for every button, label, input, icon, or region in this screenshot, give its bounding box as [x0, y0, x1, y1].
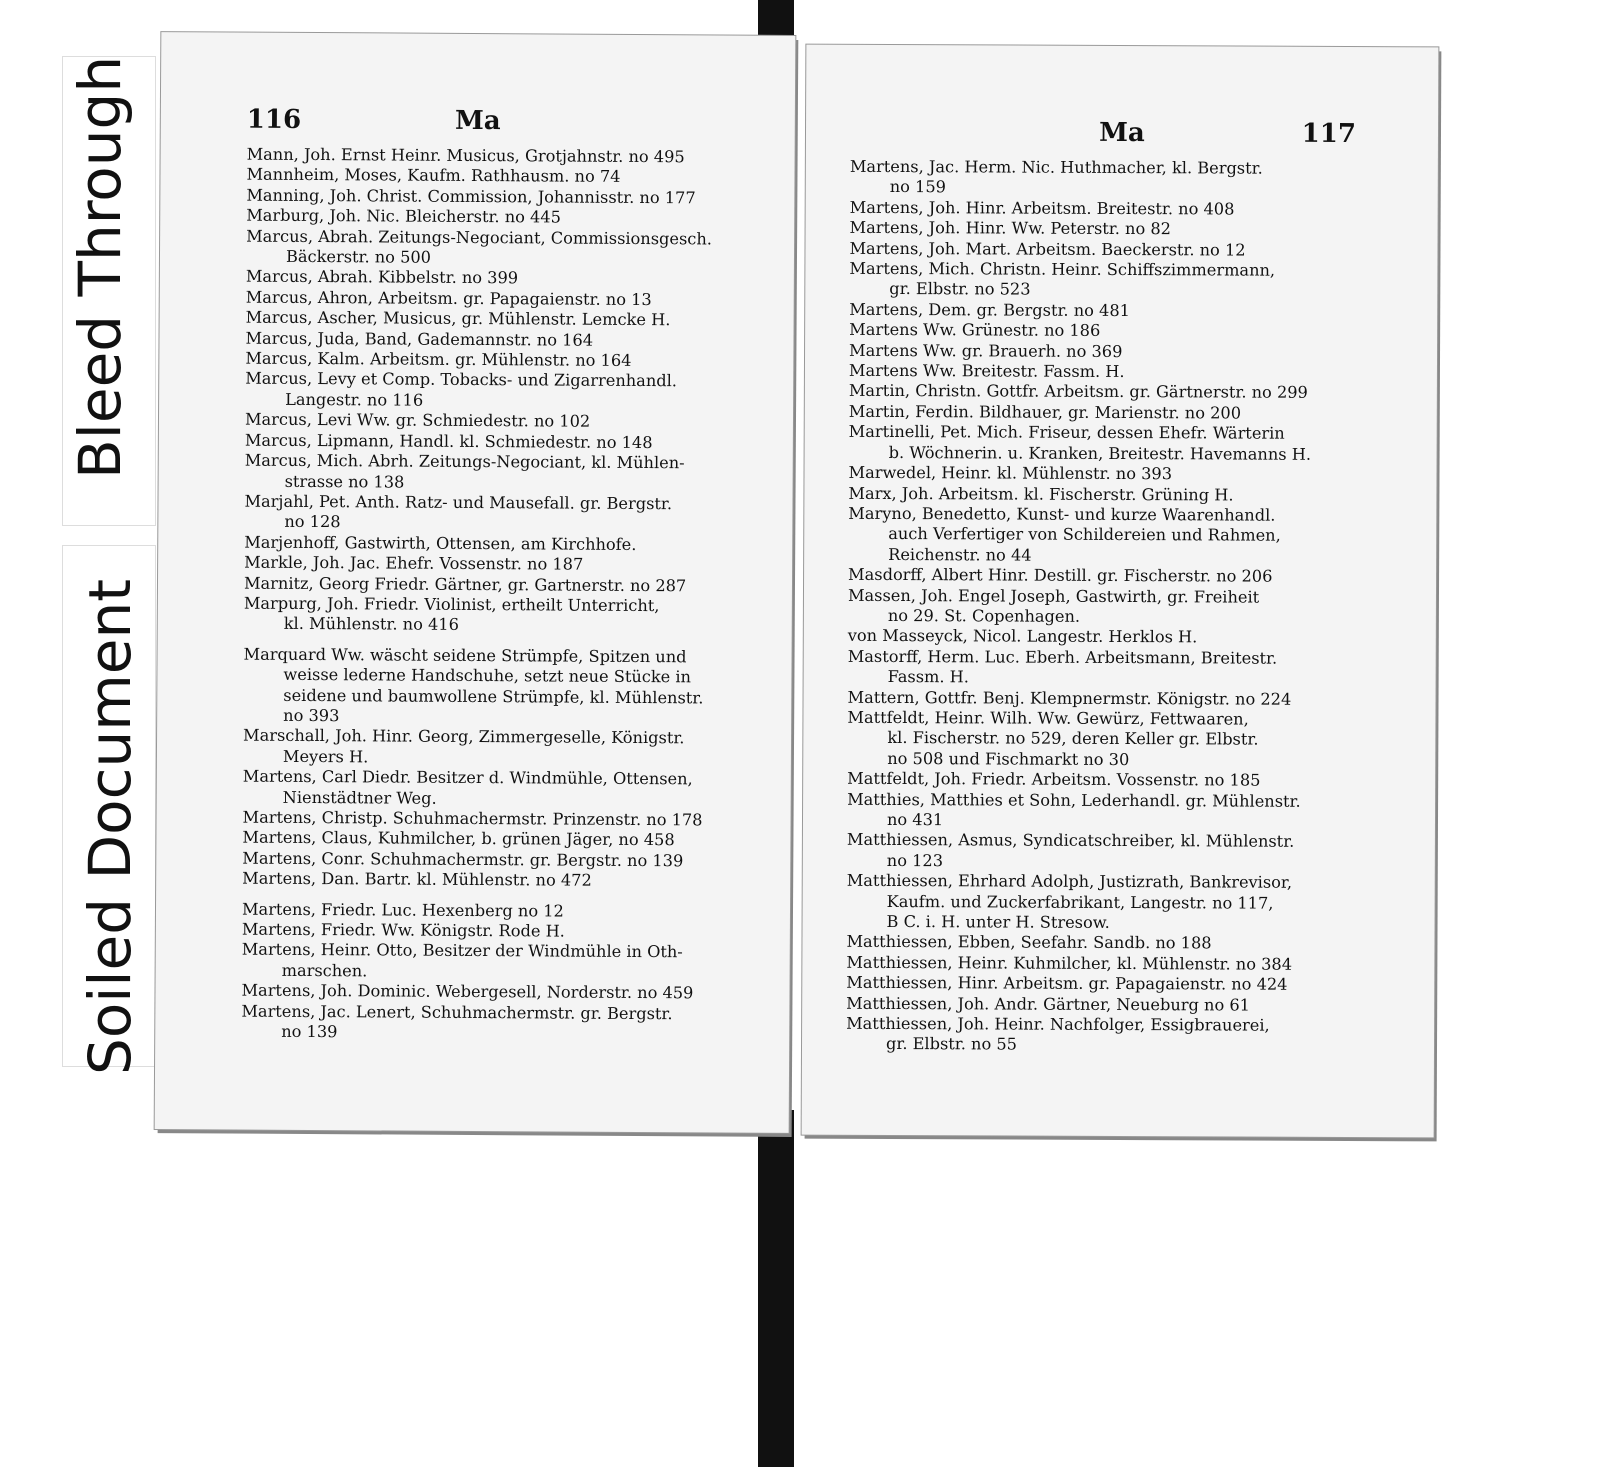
directory-entry — [243, 726, 763, 770]
entry-line: Marpurg, Joh. Friedr. Violinist, ertheilt Unterricht, — [243, 593, 660, 616]
entry-line: Marburg, Joh. Nic. Bleicherstr. no 445 — [246, 205, 562, 227]
directory-entry — [848, 565, 1368, 588]
entry-continuation-line: no 123 — [886, 850, 944, 871]
entry-line: Marnitz, Georg Friedr. Gärtner, gr. Gartnerstr. no 287 — [243, 573, 687, 595]
right-entry-list — [846, 157, 1370, 1057]
entry-line: Matthiessen, Hinr. Arbeitsm. gr. Papagaienstr. no 424 — [846, 973, 1288, 994]
directory-entry — [848, 647, 1368, 690]
entry-continuation-line: Langestr. no 116 — [285, 389, 424, 410]
entry-line: Marschall, Joh. Hinr. Georg, Zimmergeselle, Königstr. — [243, 725, 685, 748]
entry-line: Masdorff, Albert Hinr. Destill. gr. Fischerstr. no 206 — [848, 564, 1273, 586]
entry-continuation-line: B C. i. H. unter H. Stresow. — [886, 912, 1110, 932]
entry-line: Marcus, Levy et Comp. Tobacks- und Zigarrenhandl. — [245, 369, 678, 391]
entry-line: Marcus, Juda, Band, Gademannstr. no 164 — [245, 328, 594, 350]
directory-entry — [846, 932, 1366, 955]
entry-continuation-line: no 128 — [284, 512, 341, 532]
entry-line: Martin, Christn. Gottfr. Arbeitsm. gr. Gärtnerstr. no 299 — [848, 381, 1308, 403]
directory-entry — [849, 381, 1369, 404]
entry-line: Marcus, Ahron, Arbeitsm. gr. Papagaienstr. no 13 — [245, 287, 652, 309]
entry-line: Manning, Joh. Christ. Commission, Johannisstr. no 177 — [246, 185, 696, 208]
entry-line: Marx, Joh. Arbeitsm. kl. Fischerstr. Grüning H. — [848, 483, 1234, 504]
entry-line: Matthiessen, Heinr. Kuhmilcher, kl. Mühlenstr. no 384 — [846, 952, 1293, 974]
book-spine-bottom — [758, 1110, 794, 1467]
soiled-document-label: Soiled Document — [76, 579, 144, 1075]
entry-continuation-line: Nienstädtner Weg. — [282, 787, 437, 808]
directory-entry — [242, 869, 762, 893]
left-page-header — [161, 104, 795, 142]
entry-continuation-line: no 29. St. Copenhagen. — [887, 605, 1081, 626]
directory-entry — [846, 993, 1366, 1016]
directory-entry — [847, 789, 1367, 832]
directory-entry — [849, 340, 1369, 363]
entry-continuation-line: auch Verfertiger von Schildereien und Rahmen, — [888, 524, 1281, 546]
entry-line: Martens Ww. Breitestr. Fassm. H. — [848, 360, 1125, 382]
directory-entry — [848, 585, 1368, 628]
entry-line: Martens, Dem. gr. Bergstr. no 481 — [849, 299, 1131, 320]
entry-line: Matthiessen, Ebben, Seefahr. Sandb. no 188 — [846, 932, 1212, 953]
entry-line: Marquard Ww. wäscht seidene Strümpfe, Spitzen und — [243, 644, 687, 667]
directory-entry — [847, 708, 1367, 771]
entry-line: Marcus, Kalm. Arbeitsm. gr. Mühlenstr. no 164 — [245, 348, 632, 371]
right-page — [802, 45, 1439, 1138]
entry-line: Marcus, Abrah. Zeitungs-Negociant, Commissionsgesch. — [246, 226, 713, 249]
directory-entry — [241, 1001, 761, 1045]
entry-continuation-line: Meyers H. — [282, 746, 369, 767]
bleed-through-label: Bleed Through — [66, 55, 134, 479]
entry-continuation-line: no 508 und Fischmarkt no 30 — [887, 748, 1130, 769]
entry-continuation-line: Fassm. H. — [887, 667, 969, 687]
directory-entry — [242, 940, 762, 984]
entry-line: Mattfeldt, Heinr. Wilh. Ww. Gewürz, Fettwaaren, — [847, 707, 1249, 729]
entry-line: Maryno, Benedetto, Kunst- und kurze Waarenhandl. — [848, 503, 1276, 525]
directory-entry — [848, 504, 1368, 567]
left-entry-list — [241, 145, 766, 1046]
entry-line: Martens, Carl Diedr. Besitzer d. Windmühle, Ottensen, — [242, 766, 693, 789]
entry-line: Martens, Joh. Dominic. Webergesell, Norderstr. no 459 — [241, 980, 694, 1003]
entry-continuation-line: no 393 — [283, 705, 340, 726]
directory-entry — [849, 300, 1369, 323]
directory-entry — [847, 830, 1367, 873]
directory-entry — [244, 491, 764, 535]
entry-line: Martens, Jac. Lenert, Schuhmachermstr. gr. Bergstr. — [241, 1001, 673, 1023]
entry-line: Marjenhoff, Gastwirth, Ottensen, am Kirchhofe. — [244, 532, 637, 554]
directory-entry — [245, 369, 765, 413]
directory-entry — [847, 769, 1367, 792]
entry-line: Markle, Joh. Jac. Ehefr. Vossenstr. no 187 — [244, 552, 584, 574]
directory-entry — [850, 157, 1370, 200]
directory-entry — [846, 1014, 1366, 1057]
directory-entry — [244, 594, 764, 638]
entry-line: Martens, Christp. Schuhmachermstr. Prinzenstr. no 178 — [242, 807, 703, 830]
directory-entry — [849, 422, 1369, 465]
entry-continuation-line: strasse no 138 — [284, 471, 405, 492]
left-page-number: 116 — [246, 104, 302, 135]
entry-line: Marcus, Ascher, Musicus, gr. Mühlenstr. Lemcke H. — [245, 307, 671, 330]
entry-line: Marwedel, Heinr. kl. Mühlenstr. no 393 — [848, 462, 1173, 484]
entry-line: Matthiessen, Asmus, Syndicatschreiber, kl. Mühlenstr. — [846, 830, 1295, 852]
entry-line: Martens, Heinr. Otto, Besitzer der Windmühle in Oth- — [241, 940, 683, 962]
entry-line: Martens, Dan. Bartr. kl. Mühlenstr. no 472 — [242, 868, 592, 890]
directory-entry — [847, 687, 1367, 710]
directory-entry — [850, 218, 1370, 241]
entry-line: Marcus, Mich. Abrh. Zeitungs-Negociant, kl. Mühlen- — [244, 450, 685, 473]
entry-continuation-line: gr. Elbstr. no 523 — [889, 279, 1031, 300]
entry-line: Martens, Jac. Herm. Nic. Huthmacher, kl. Bergstr. — [849, 156, 1263, 178]
entry-line: Martens, Joh. Hinr. Arbeitsm. Breitestr. no 408 — [849, 197, 1235, 219]
directory-entry — [846, 973, 1366, 996]
entry-line: Matthiessen, Joh. Heinr. Nachfolger, Essigbrauerei, — [846, 1013, 1270, 1035]
entry-continuation-line: gr. Elbstr. no 55 — [885, 1034, 1018, 1055]
entry-continuation-line: Kaufm. und Zuckerfabrikant, Langestr. no 117, — [886, 891, 1274, 913]
entry-line: Martinelli, Pet. Mich. Friseur, dessen Ehefr. Wärterin — [848, 422, 1285, 443]
entry-line: Martens, Conr. Schuhmachermstr. gr. Bergstr. no 139 — [242, 848, 684, 871]
directory-entry — [245, 451, 765, 495]
directory-entry — [847, 871, 1367, 934]
right-page-number: 117 — [1301, 118, 1357, 150]
directory-entry — [846, 953, 1366, 976]
entry-line: Martin, Ferdin. Bildhauer, gr. Marienstr. no 200 — [848, 401, 1242, 423]
entry-line: Marcus, Abrah. Kibbelstr. no 399 — [245, 267, 519, 288]
entry-line: Mann, Joh. Ernst Heinr. Musicus, Grotjahnstr. no 495 — [246, 144, 685, 167]
entry-continuation-line: no 431 — [886, 809, 944, 830]
entry-line: Mastorff, Herm. Luc. Eberh. Arbeitsmann, Breitestr. — [847, 646, 1278, 668]
entry-line: Martens Ww. Grünestr. no 186 — [849, 320, 1101, 341]
left-page — [155, 32, 796, 1133]
directory-entry — [243, 767, 763, 811]
entry-line: Martens, Friedr. Ww. Königstr. Rode H. — [241, 919, 565, 941]
directory-entry — [849, 259, 1369, 302]
entry-continuation-line: marschen. — [281, 960, 368, 981]
entry-line: Martens, Mich. Christn. Heinr. Schiffszimmermann, — [849, 258, 1276, 280]
entry-line: Massen, Joh. Engel Joseph, Gastwirth, gr. Freiheit — [847, 585, 1260, 607]
entry-line: Martens, Friedr. Luc. Hexenberg no 12 — [241, 899, 564, 921]
entry-line: Martens, Joh. Hinr. Ww. Peterstr. no 82 — [849, 218, 1172, 239]
entry-continuation-line: weisse lederne Handschuhe, setzt neue Stücke in — [283, 664, 692, 687]
left-page-title: Ma — [454, 105, 501, 137]
entry-continuation-line: kl. Mühlenstr. no 416 — [283, 614, 459, 635]
entry-line: Matthiessen, Ehrhard Adolph, Justizrath, Bankrevisor, — [846, 871, 1293, 892]
entry-line: Martens Ww. gr. Brauerh. no 369 — [849, 340, 1123, 361]
entry-line: Matthies, Matthies et Sohn, Lederhandl. gr. Mühlenstr. — [847, 789, 1301, 811]
entry-line: Mattfeldt, Joh. Friedr. Arbeitsm. Vossenstr. no 185 — [847, 768, 1261, 790]
right-page-header — [806, 117, 1438, 154]
entry-line: Martens, Joh. Mart. Arbeitsm. Baeckerstr. no 12 — [849, 238, 1246, 260]
right-page-title: Ma — [1099, 117, 1145, 149]
entry-continuation-line: no 139 — [281, 1021, 338, 1042]
entry-line: Mannheim, Moses, Kaufm. Rathhausm. no 74 — [246, 165, 621, 187]
directory-entry — [848, 463, 1368, 486]
directory-entry — [849, 238, 1369, 261]
entry-line: Matthiessen, Joh. Andr. Gärtner, Neueburg no 61 — [846, 993, 1251, 1015]
entry-line: von Masseyck, Nicol. Langestr. Herklos H. — [847, 626, 1198, 647]
directory-entry — [849, 320, 1369, 343]
entry-line: Marcus, Levi Ww. gr. Schmiedestr. no 102 — [244, 409, 591, 431]
directory-entry — [848, 483, 1368, 506]
directory-entry — [848, 626, 1368, 649]
directory-entry — [850, 198, 1370, 221]
directory-entry — [849, 361, 1369, 384]
entry-continuation-line: kl. Fischerstr. no 529, deren Keller gr. Elbstr. — [887, 728, 1259, 749]
entry-line: Martens, Claus, Kuhmilcher, b. grünen Jäger, no 458 — [242, 827, 675, 850]
directory-entry — [246, 226, 766, 270]
entry-continuation-line: Reichenstr. no 44 — [888, 544, 1032, 565]
entry-line: Mattern, Gottfr. Benj. Klempnermstr. Königstr. no 224 — [847, 687, 1292, 709]
entry-line: Marjahl, Pet. Anth. Ratz- und Mausefall. gr. Bergstr. — [244, 491, 673, 514]
entry-line: Marcus, Lipmann, Handl. kl. Schmiedestr. no 148 — [244, 430, 653, 452]
entry-continuation-line: no 159 — [889, 177, 947, 197]
directory-entry — [849, 402, 1369, 425]
directory-entry — [243, 644, 763, 729]
entry-continuation-line: Bäckerstr. no 500 — [285, 246, 432, 267]
entry-continuation-line: seidene und baumwollene Strümpfe, kl. Mühlenstr. — [283, 685, 704, 707]
entry-continuation-line: b. Wöchnerin. u. Kranken, Breitestr. Havemanns H. — [888, 442, 1312, 464]
